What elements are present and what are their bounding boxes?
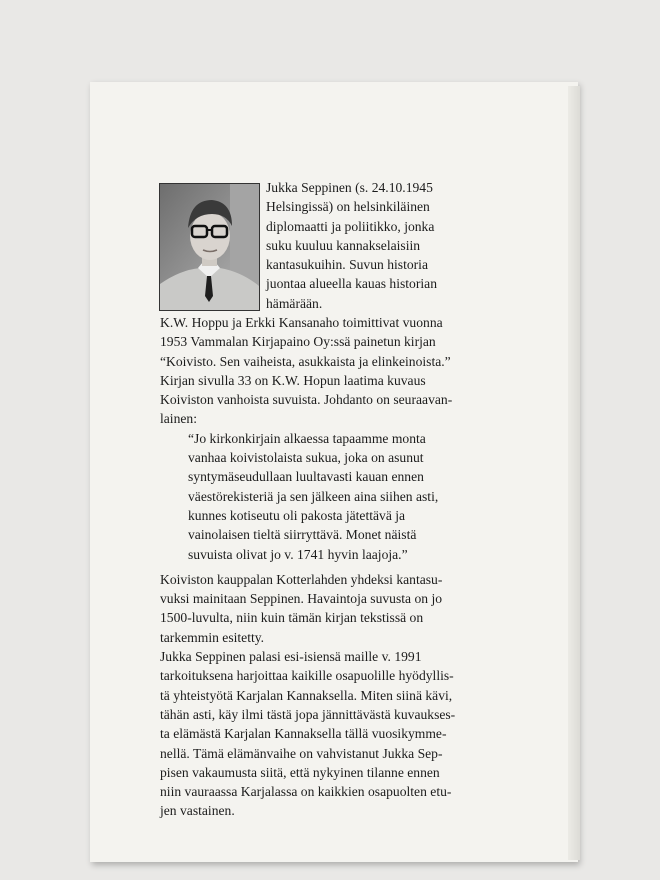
text-line: vuksi mainitaan Seppinen. Havaintoja suvusta on jo bbox=[160, 591, 443, 607]
quote-line: vanhaa koivistolaista sukua, joka on asunut bbox=[188, 450, 424, 466]
intro-line: Jukka Seppinen (s. 24.10.1945 bbox=[266, 180, 433, 195]
text-line: tarkemmin esitetty. bbox=[160, 629, 265, 645]
quote-line: väestörekisteriä ja sen jälkeen aina siihen asti, bbox=[188, 488, 439, 504]
text-line: 1953 Vammalan Kirjapaino Oy:ssä painetun kirjan bbox=[160, 334, 436, 350]
intro-line: diplomaatti ja poliitikko, jonka bbox=[266, 218, 435, 234]
intro-line: hämärään. bbox=[266, 295, 323, 311]
intro-line: juontaa alueella kauas historian bbox=[266, 276, 437, 292]
text-line: ta elämästä Karjalan Kannaksella tällä vuosikymme- bbox=[160, 726, 447, 742]
text-line: pisen vakaumusta siitä, että nykyinen tilanne ennen bbox=[160, 764, 440, 780]
text-line: niin vauraassa Karjalassa on kaikkien osapuolten etu- bbox=[160, 784, 452, 800]
quotation-block bbox=[160, 429, 490, 564]
text-line: Jukka Seppinen palasi esi-isiensä maille v. 1991 bbox=[160, 649, 422, 665]
text-line: tä yhteistyötä Karjalan Kannaksella. Miten siinä kävi, bbox=[160, 687, 453, 703]
quote-line: syntymäseudullaan luultavasti kauan ennen bbox=[188, 469, 424, 485]
text-line: lainen: bbox=[160, 411, 197, 427]
quote-line: kunnes kotiseutu oli pakosta jätettävä ja bbox=[188, 507, 406, 523]
paragraph-1 bbox=[160, 313, 490, 429]
text-line: “Koivisto. Sen vaiheista, asukkaista ja elinkeinoista.” bbox=[160, 353, 451, 369]
text-line: K.W. Hoppu ja Erkki Kansanaho toimittivat vuonna bbox=[160, 315, 443, 330]
text-line: nellä. Tämä elämänvaihe on vahvistanut Jukka Sep- bbox=[160, 745, 443, 761]
page-edges bbox=[568, 86, 580, 860]
intro-text bbox=[266, 178, 476, 313]
text-line: 1500-luvulta, niin kuin tämän kirjan tekstissä on bbox=[160, 610, 424, 626]
author-portrait-photo bbox=[159, 183, 260, 311]
intro-line: kantasukuihin. Suvun historia bbox=[266, 257, 428, 273]
text-line: tarkoituksena harjoittaa kaikille osapuolille hyödyllis- bbox=[160, 668, 454, 684]
paragraph-3 bbox=[160, 647, 490, 821]
paragraph-2 bbox=[160, 570, 490, 647]
portrait-illustration bbox=[160, 184, 259, 310]
text-line: jen vastainen. bbox=[160, 803, 235, 819]
text-line: tähän asti, käy ilmi tästä jopa jännittävästä kuvaukses- bbox=[160, 706, 456, 722]
text-line: Koiviston kauppalan Kotterlahden yhdeksi kantasu- bbox=[160, 571, 443, 587]
quote-line: “Jo kirkonkirjain alkaessa tapaamme monta bbox=[188, 430, 426, 446]
intro-line: suku kuuluu kannakselaisiin bbox=[266, 237, 421, 253]
quote-line: vainolaisen tieltä siirryttävä. Monet näistä bbox=[188, 527, 417, 543]
quote-line: suvuista olivat jo v. 1741 hyvin laajoja.” bbox=[188, 546, 408, 562]
intro-line: Helsingissä) on helsinkiläinen bbox=[266, 199, 430, 215]
text-line: Kirjan sivulla 33 on K.W. Hopun laatima kuvaus bbox=[160, 372, 426, 388]
body-text bbox=[160, 313, 490, 821]
text-line: Koiviston vanhoista suvuista. Johdanto on seuraavan- bbox=[160, 392, 453, 408]
